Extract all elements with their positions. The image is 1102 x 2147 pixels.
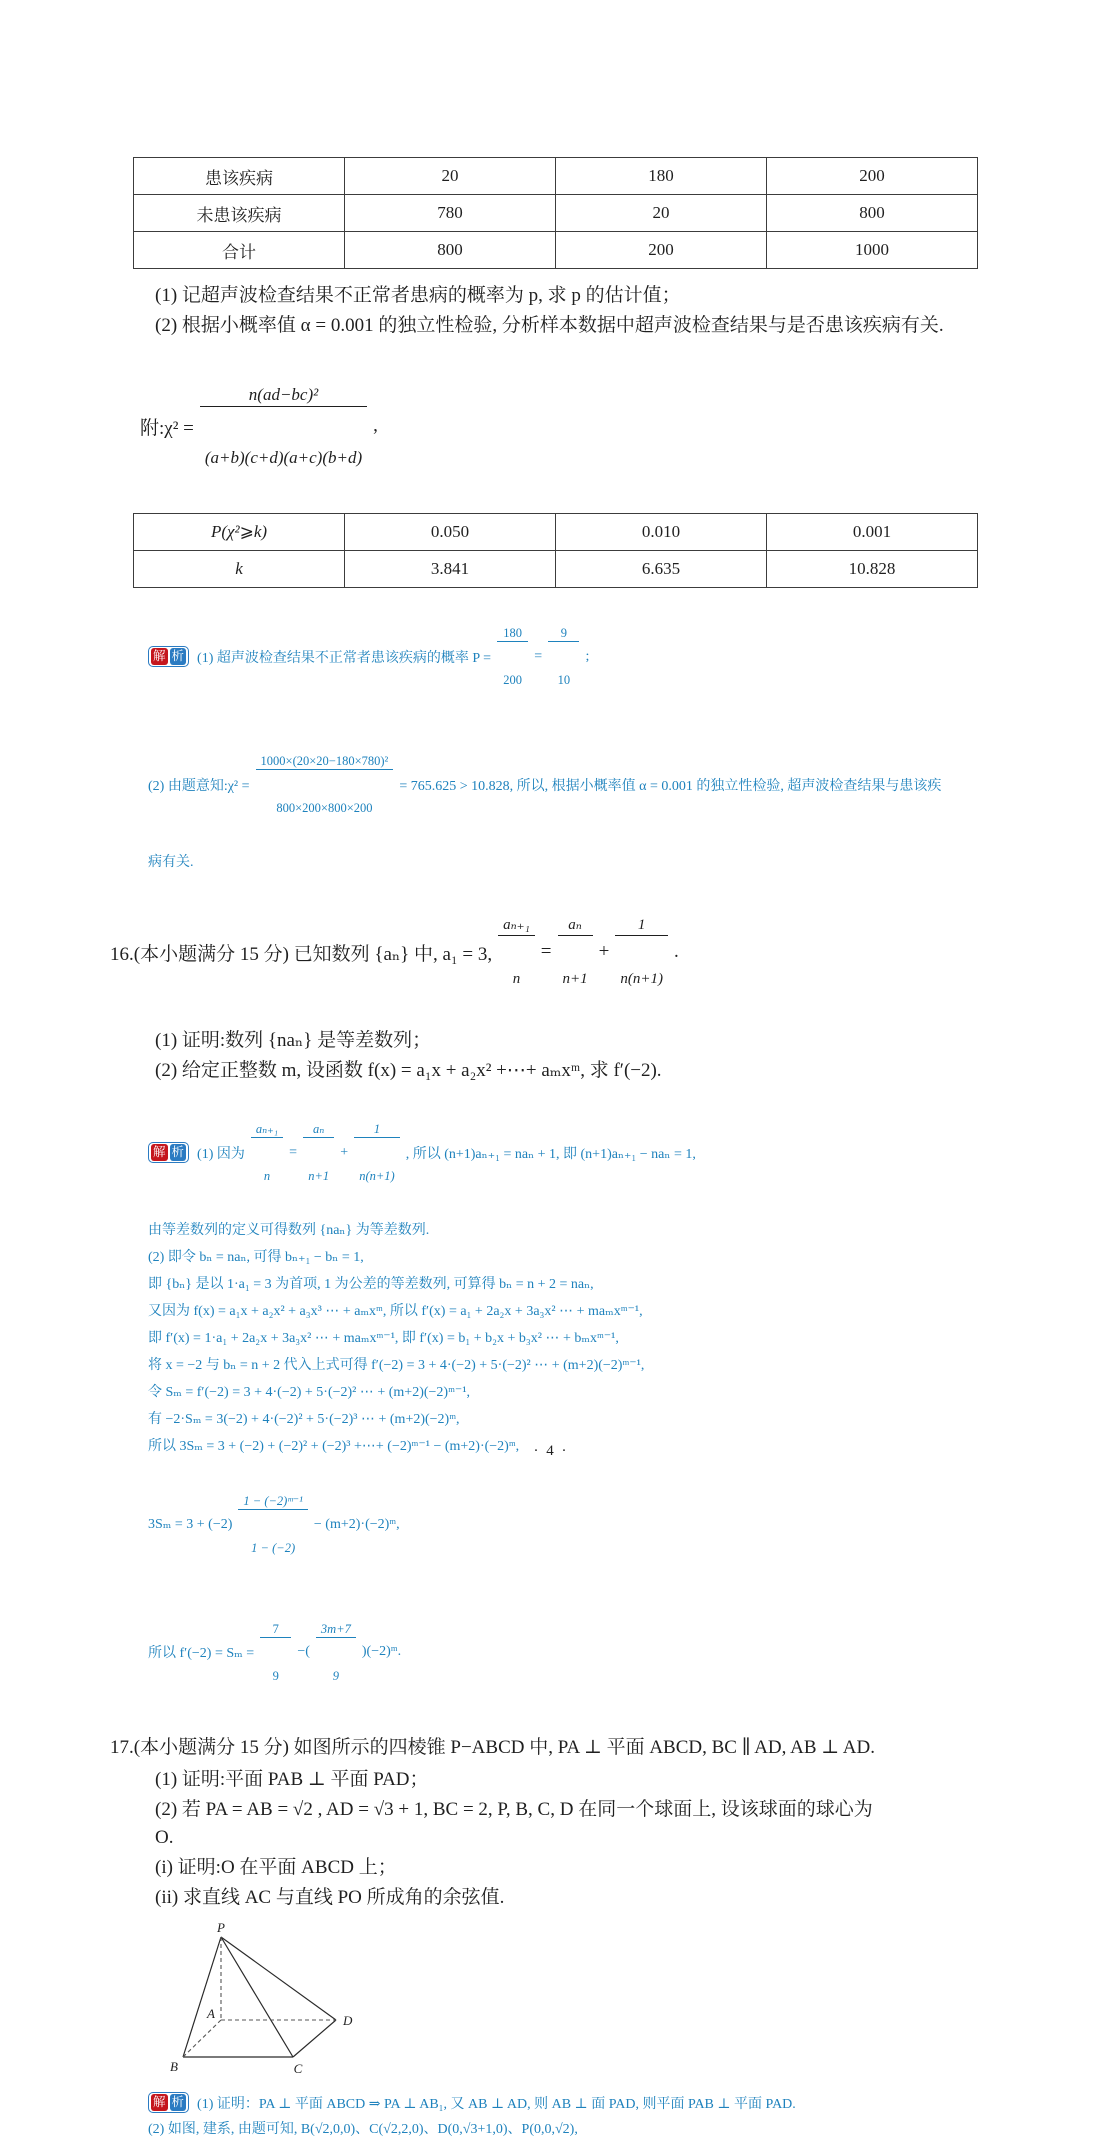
solution-16-line2: 由等差数列的定义可得数列 {naₙ} 为等差数列. [148, 1222, 430, 1238]
formula-label: 附:χ² = [140, 417, 194, 439]
numerator: n(ad−bc)² [200, 385, 367, 407]
row-label: 患该疾病 [134, 158, 345, 195]
table-cell: 0.050 [345, 514, 556, 551]
solution-17-line1 [148, 2092, 1015, 2113]
solution-text: = [534, 648, 543, 664]
numerator: 7 [260, 1622, 291, 1638]
fraction [316, 1592, 356, 1714]
vertex-label-B: B [170, 2059, 178, 2075]
denominator: n(n+1) [359, 1169, 395, 1184]
numerator: 1000×(20×20−180×780)² [256, 754, 394, 770]
pyramid-figure [150, 1921, 380, 2081]
denominator: n+1 [562, 970, 588, 987]
solution-text: (2) 由题意知:χ² = [148, 778, 250, 794]
fraction [303, 1092, 334, 1214]
table-cell: 800 [767, 195, 978, 232]
solution-text: ; [585, 648, 590, 664]
badge-jie: 解 [153, 1145, 166, 1160]
q17-part2b: O. [155, 1827, 174, 1849]
denominator: (a+b)(c+d)(a+c)(b+d) [204, 447, 363, 467]
vertex-label-A: A [207, 2006, 215, 2022]
numerator: 3m+7 [316, 1622, 356, 1638]
solution-text: )(−2)ᵐ. [361, 1644, 402, 1660]
page-content [110, 157, 1015, 2147]
solution-text: (1) 超声波检查结果不正常者患该疾病的概率 P = [197, 650, 492, 666]
fraction [558, 883, 593, 1023]
table-cell: 780 [345, 195, 556, 232]
table-cell: 800 [345, 232, 556, 269]
row-label: 合计 [134, 232, 345, 269]
solution-16-line12 [148, 1592, 1015, 1714]
edge-CD [293, 2020, 336, 2057]
chi-squared-formula [140, 345, 1015, 507]
q16-part1: (1) 证明:数列 {naₙ} 是等差数列； [155, 1030, 432, 1052]
denominator: 9 [272, 1668, 279, 1683]
q15-part2: (2) 根据小概率值 α = 0.001 的独立性检验, 分析样本数据中超声波检查结果与是否患该疾病有关. [155, 315, 944, 336]
denominator: 1 − (−2) [251, 1541, 296, 1556]
denominator: n+1 [308, 1169, 330, 1184]
table-cell: 0.010 [556, 514, 767, 551]
q17-part1: (1) 证明:平面 PAB ⊥ 平面 PAD； [155, 1769, 429, 1791]
badge-xi: 析 [171, 1145, 185, 1160]
vertex-label-C: C [293, 2061, 303, 2077]
solution-text: 3Sₘ = 3 + (−2) [148, 1517, 233, 1533]
fraction [497, 596, 528, 718]
fraction [238, 1464, 308, 1586]
table-cell: 1000 [767, 232, 978, 269]
denominator: 800×200×800×200 [276, 801, 373, 816]
row-label: k [134, 551, 345, 588]
numerator: 9 [548, 626, 579, 642]
solution-15 [148, 596, 1015, 873]
badge-jie: 解 [153, 2095, 166, 2110]
fraction [498, 883, 535, 1023]
jiexi-badge [148, 646, 189, 667]
numerator: aₙ [303, 1122, 334, 1138]
solution-16-line8: 令 Sₘ = f′(−2) = 3 + 4·(−2) + 5·(−2)² ⋯ + (m+2)(−2)ᵐ⁻¹, [148, 1384, 471, 1400]
edge-PC [221, 1937, 293, 2057]
solution-text: = [289, 1144, 298, 1160]
row-label: P(χ²⩾k) [134, 514, 345, 551]
critical-value-table [133, 513, 978, 588]
edge-PD [221, 1937, 336, 2020]
question-text: = [540, 941, 552, 963]
jiexi-badge [148, 1142, 189, 1163]
denominator: n(n+1) [620, 970, 663, 987]
badge-xi: 析 [171, 2095, 185, 2110]
table-cell: 200 [556, 232, 767, 269]
solution-16-line7: 将 x = −2 与 bₙ = n + 2 代入上式可得 f′(−2) = 3 + 4·(−2) + 5·(−2)² ⋯ + (m+2)(−2)ᵐ⁻¹, [148, 1357, 645, 1373]
q15-part1: (1) 记超声波检查结果不正常者患病的概率为 p, 求 p 的估计值； [155, 285, 681, 306]
question-16-header [110, 883, 1015, 1023]
badge-xi: 析 [171, 649, 185, 664]
table-row [134, 514, 978, 551]
page-number: · 4 · [533, 1443, 569, 1459]
table-cell: 180 [556, 158, 767, 195]
numerator: aₙ [558, 917, 593, 936]
solution-16-line6: 即 f′(x) = 1·a₁ + 2a₂x + 3a₃x² ⋯ + maₘxᵐ⁻¹, 即 f′(x) = b₁ + b₂x + b₃x² ⋯ + bₘxᵐ⁻¹, [148, 1330, 619, 1346]
fraction [354, 1092, 400, 1214]
fraction [256, 724, 394, 846]
badge-jie: 解 [153, 649, 166, 664]
fraction [251, 1092, 283, 1214]
vertex-label-P: P [217, 1920, 225, 1936]
numerator: 180 [497, 626, 528, 642]
q16-part2: (2) 给定正整数 m, 设函数 f(x) = a₁x + a₂x² +⋯+ aₘxᵐ, 求 f′(−2). [155, 1060, 662, 1082]
table-cell: 0.001 [767, 514, 978, 551]
denominator: n [263, 1169, 271, 1184]
solution-17-line2: (2) 如图, 建系, 由题可知, B(√2,0,0)、C(√2,2,0)、D(0,√3+1,0)、P(0,0,√2), [148, 2122, 578, 2138]
jiexi-badge [148, 2092, 189, 2113]
table-cell: 20 [556, 195, 767, 232]
table-row [134, 158, 978, 195]
denominator: 9 [332, 1668, 340, 1683]
numerator: 1 − (−2)ᵐ⁻¹ [238, 1494, 308, 1510]
denominator: n [512, 970, 521, 987]
question-text: . [673, 941, 679, 963]
denominator: 10 [557, 673, 571, 688]
solution-15-line1 [148, 596, 1015, 718]
solution-text: (1) 因为 [197, 1146, 245, 1162]
formula-comma: , [373, 415, 378, 437]
table-cell: 3.841 [345, 551, 556, 588]
numerator: aₙ₊₁ [251, 1122, 283, 1138]
solution-16-line1 [148, 1092, 1015, 1214]
question-text: + [598, 941, 610, 963]
question-17-header: 17.(本小题满分 15 分) 如图所示的四棱锥 P−ABCD 中, PA ⊥ 平面 ABCD, BC ∥ AD, AB ⊥ AD. [110, 1737, 876, 1759]
solution-text: (1) 证明：PA ⊥ 平面 ABCD ⇒ PA ⊥ AB₁, 又 AB ⊥ AD, 则 AB ⊥ 面 PAD, 则平面 PAB ⊥ 平面 PAD. [197, 2096, 796, 2112]
numerator: 1 [354, 1122, 400, 1138]
table-row [134, 195, 978, 232]
fraction [615, 883, 668, 1023]
vertex-label-D: D [343, 2013, 353, 2029]
solution-16 [148, 1092, 1015, 1713]
solution-17 [148, 2092, 1015, 2140]
fraction [548, 596, 579, 718]
fraction [200, 345, 367, 507]
solution-text: = 765.625 > 10.828, 所以, 根据小概率值 α = 0.001 的独立性检验, 超声波检查结果与患该疾 [399, 778, 942, 794]
q17-part-ii: (ii) 求直线 AC 与直线 PO 所成角的余弦值. [155, 1887, 505, 1909]
solution-15-line3: 病有关. [148, 854, 194, 870]
q17-part2: (2) 若 PA = AB = √2 , AD = √3 + 1, BC = 2, P, B, C, D 在同一个球面上, 设该球面的球心为 [155, 1799, 873, 1821]
solution-text: 所以 f′(−2) = Sₘ = [148, 1646, 255, 1662]
table-row [134, 232, 978, 269]
table-cell: 10.828 [767, 551, 978, 588]
solution-16-line9: 有 −2·Sₘ = 3(−2) + 4·(−2)² + 5·(−2)³ ⋯ + (m+2)(−2)ᵐ, [148, 1411, 460, 1427]
solution-text: , 所以 (n+1)aₙ₊₁ = naₙ + 1, 即 (n+1)aₙ₊₁ − naₙ = 1, [405, 1146, 696, 1162]
solution-text: −( [297, 1644, 310, 1660]
denominator: 200 [503, 673, 523, 688]
q17-part-i: (i) 证明:O 在平面 ABCD 上； [155, 1857, 397, 1879]
contingency-table [133, 157, 978, 269]
table-cell: 6.635 [556, 551, 767, 588]
numerator: aₙ₊₁ [498, 917, 535, 936]
solution-16-line10: 所以 3Sₘ = 3 + (−2) + (−2)² + (−2)³ +⋯+ (−2)ᵐ⁻¹ − (m+2)·(−2)ᵐ, [148, 1438, 520, 1454]
solution-16-line5: 又因为 f(x) = a₁x + a₂x² + a₃x³ ⋯ + aₘxᵐ, 所以 f′(x) = a₁ + 2a₂x + 3a₃x² ⋯ + maₘxᵐ⁻¹, [148, 1303, 643, 1319]
edge-PB [183, 1937, 221, 2057]
table-row [134, 551, 978, 588]
solution-15-line2 [148, 724, 1015, 846]
question-text: 16.(本小题满分 15 分) 已知数列 {aₙ} 中, a₁ = 3, [110, 943, 493, 965]
numerator: 1 [615, 917, 668, 936]
table-cell: 20 [345, 158, 556, 195]
solution-16-line11 [148, 1464, 1015, 1586]
fraction [260, 1592, 291, 1714]
solution-text: − (m+2)·(−2)ᵐ, [313, 1516, 400, 1532]
solution-text: + [340, 1144, 349, 1160]
row-label: 未患该疾病 [134, 195, 345, 232]
table-cell: 200 [767, 158, 978, 195]
solution-16-line4: 即 {bₙ} 是以 1·a₁ = 3 为首项, 1 为公差的等差数列, 可算得 bₙ = n + 2 = naₙ, [148, 1276, 594, 1292]
solution-16-line3: (2) 即令 bₙ = naₙ, 可得 bₙ₊₁ − bₙ = 1, [148, 1249, 364, 1265]
